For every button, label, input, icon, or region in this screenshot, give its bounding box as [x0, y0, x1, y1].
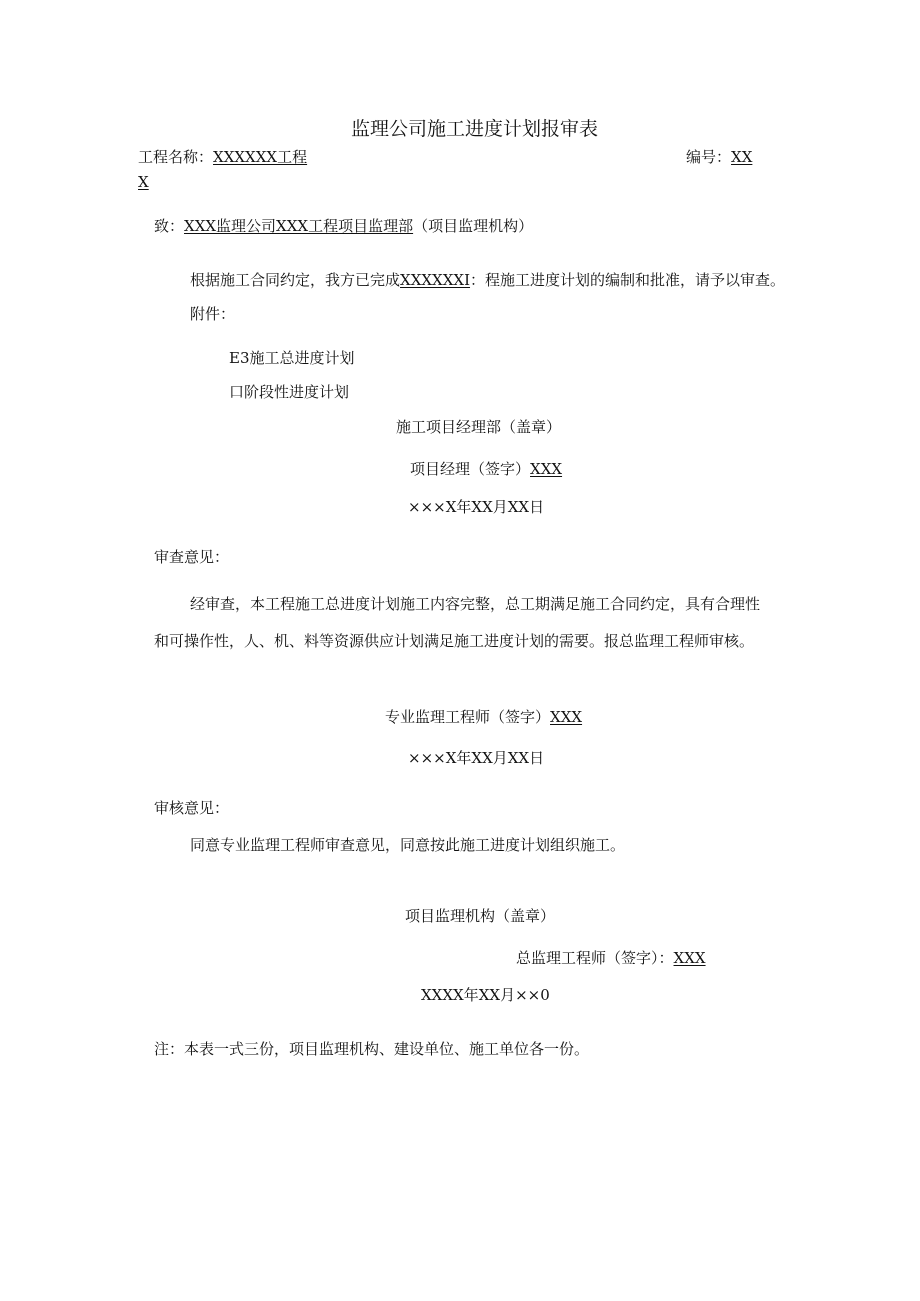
document-number-label: 编号：: [686, 148, 732, 166]
review-text-line-1: 经审查，本工程施工总进度计划施工内容完整，总工期满足施工合同约定，具有合理性: [190, 595, 761, 613]
addressee-suffix: （项目监理机构）: [413, 217, 534, 235]
chief-signature-label: 总监理工程师（签字）：: [516, 949, 674, 967]
attachment-label: 附件：: [190, 305, 236, 323]
attachment-item-phase-schedule: 口阶段性进度计划: [229, 383, 350, 401]
chief-engineer-signature: [516, 948, 706, 968]
project-name-value: XXXXXX工程: [213, 148, 308, 166]
review-text-line-2: 和可操作性，人、机、料等资源供应计划满足施工进度计划的需要。报总监理工程师审核。: [154, 632, 755, 650]
approval-date: XXXX年XX月××0: [421, 986, 550, 1004]
addressee-name: XXX监理公司XXX工程项目监理部: [184, 217, 414, 235]
contractor-manager-signature: [410, 459, 562, 479]
addressee-prefix: 致：: [154, 217, 185, 235]
review-label: 审查意见：: [154, 548, 230, 566]
chief-signature-value: XXX: [673, 949, 706, 967]
manager-signature-label: 项目经理（签字）: [410, 460, 531, 478]
request-project-ref: XXXXXXI: [400, 271, 471, 289]
document-title: 监理公司施工进度计划报审表: [351, 118, 599, 140]
addressee-line: [154, 216, 533, 236]
document-number-continued: X: [138, 173, 149, 191]
contractor-date: ×××X年XX月XX日: [408, 498, 545, 516]
review-date: ×××X年XX月XX日: [408, 749, 545, 767]
approval-text: 同意专业监理工程师审查意见，同意按此施工进度计划组织施工。: [190, 836, 626, 854]
document-number-row: [686, 147, 752, 167]
manager-signature-value: XXX: [530, 460, 563, 478]
supervision-org-seal: 项目监理机构（盖章）: [405, 907, 556, 925]
project-name-label: 工程名称：: [138, 148, 214, 166]
approval-label: 审核意见：: [154, 799, 230, 817]
engineer-signature: [385, 707, 582, 727]
attachment-item-master-schedule: E3施工总进度计划: [229, 349, 355, 367]
request-text-after: ：程施工进度计划的编制和批准，请予以审查。: [470, 271, 786, 289]
contractor-dept-seal: 施工项目经理部（盖章）: [396, 418, 562, 436]
project-name-row: [138, 147, 307, 167]
engineer-signature-label: 专业监理工程师（签字）: [385, 708, 551, 726]
engineer-signature-value: XXX: [550, 708, 583, 726]
request-text-before: 根据施工合同约定，我方已完成: [190, 271, 401, 289]
request-paragraph: [190, 270, 785, 290]
document-number-value: XX: [731, 148, 753, 166]
footnote: 注：本表一式三份，项目监理机构、建设单位、施工单位各一份。: [154, 1040, 590, 1058]
